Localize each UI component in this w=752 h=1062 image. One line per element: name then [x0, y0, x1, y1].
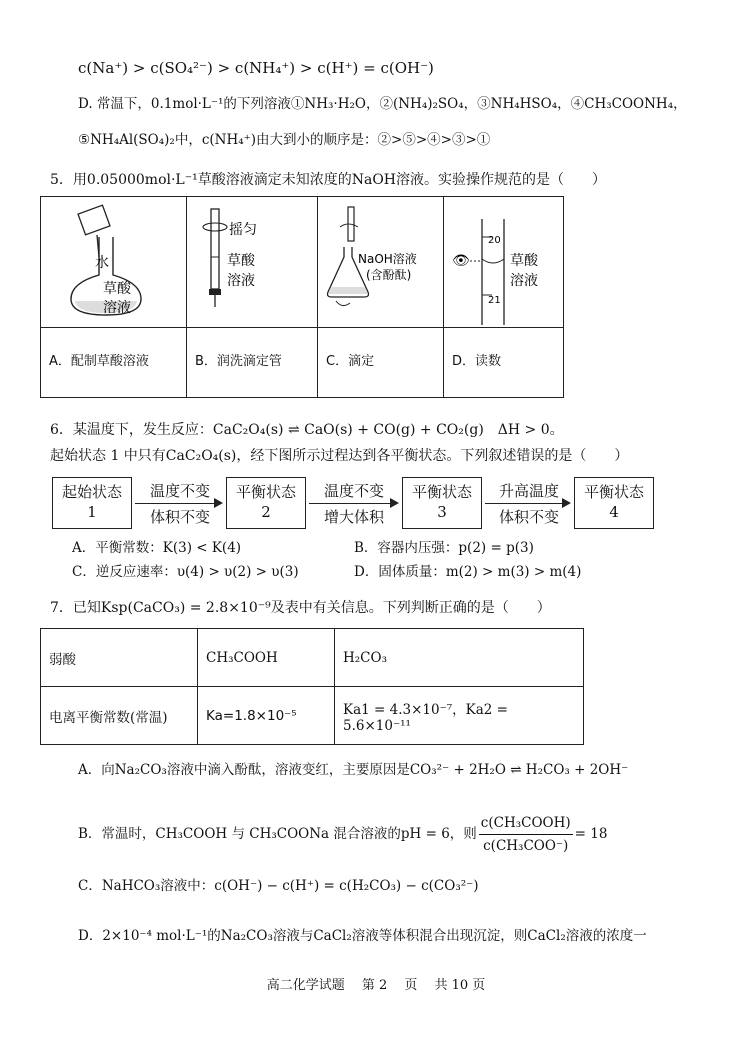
- volumetric-flask-diagram: [41, 197, 186, 327]
- state-box-3: 平衡状态 3: [402, 477, 482, 529]
- arrow-1: [135, 503, 221, 504]
- fig-b-shake: 摇匀: [229, 222, 257, 238]
- state-box-4: 平衡状态 4: [574, 477, 654, 529]
- fig-d-tick21: 21: [488, 295, 501, 306]
- q7-option-a: A．向Na₂CO₃溶液中滴入酚酞，溶液变红，主要原因是CO₃²⁻ + 2H₂O ⇌ H₂CO₃ + 2OH⁻: [78, 762, 629, 778]
- fig-b-label1: 草酸: [227, 253, 255, 269]
- table-header-carbonic: H₂CO₃: [335, 629, 584, 687]
- acid-constants-table: [40, 628, 584, 745]
- option-d-line2: ⑤NH₄Al(SO₄)₂中，c(NH₄⁺)由大到小的顺序是：②>⑤>④>③>①: [78, 132, 491, 148]
- concentration-ratio-fraction: $\frac{\text{c(CH₃COOH)}}{\text{c(CH₃COO⁻)}}$: [479, 812, 573, 857]
- fig-c-label2: (含酚酞): [366, 268, 412, 282]
- arrow-2: [309, 503, 397, 504]
- fig-b-label2: 溶液: [227, 273, 255, 289]
- q5-option-c: C．滴定: [326, 354, 375, 369]
- q6-option-a: A．平衡常数：K(3) < K(4): [72, 540, 242, 556]
- fig-a-label1: 草酸: [103, 281, 131, 297]
- table-header-acetic: CH₃COOH: [198, 629, 335, 687]
- arrow1-bottom-label: 体积不变: [149, 508, 210, 526]
- arrow3-bottom-label: 体积不变: [498, 508, 559, 526]
- fig-d-label2: 溶液: [510, 273, 538, 289]
- q6-stem-line2: 起始状态 1 中只有CaC₂O₄(s)，经下图所示过程达到各平衡状态。下列叙述错误的是（ ）: [50, 448, 629, 464]
- arrow2-top-label: 温度不变: [323, 482, 384, 500]
- q6-option-d: D．固体质量：m(2) > m(3) > m(4): [354, 564, 582, 580]
- q5-figure-table: [40, 196, 564, 398]
- table-row-label: 电离平衡常数(常温): [41, 687, 198, 745]
- q7-option-c: C．NaHCO₃溶液中：c(OH⁻) − c(H⁺) = c(H₂CO₃) − c(CO₃²⁻): [78, 878, 479, 894]
- q7-option-b-value: = 18: [574, 826, 608, 842]
- q6-option-b: B．容器内压强：p(2) = p(3): [354, 540, 534, 556]
- titration-flask-diagram: [318, 197, 443, 327]
- q5-stem: 5．用0.05000mol·L⁻¹草酸溶液滴定未知浓度的NaOH溶液。实验操作规范的是（ ）: [50, 172, 607, 188]
- state-box-2: 平衡状态 2: [226, 477, 306, 529]
- ion-concentration-inequality: c(Na⁺) > c(SO₄²⁻) > c(NH₄⁺) > c(H⁺) = c(OH⁻): [78, 59, 434, 77]
- table-cell-ka1-ka2: Ka1 = 4.3×10⁻⁷，Ka2 = 5.6×10⁻¹¹: [335, 687, 584, 745]
- fig-d-tick20: 20: [488, 235, 501, 246]
- burette-rinse-diagram: [187, 197, 317, 327]
- table-cell-ka: Ka=1.8×10⁻⁵: [198, 687, 335, 745]
- arrow2-bottom-label: 增大体积: [323, 508, 384, 526]
- burette-reading-diagram: [444, 197, 565, 327]
- q5-option-b: B．润洗滴定管: [195, 354, 282, 369]
- q7-option-b-text: B．常温时，CH₃COOH 与 CH₃COONa 混合溶液的pH = 6，则: [78, 826, 477, 842]
- q6-option-c: C．逆反应速率：υ(4) > υ(2) > υ(3): [72, 564, 299, 580]
- fig-c-label1: NaOH溶液: [358, 252, 417, 266]
- q7-option-d: D．2×10⁻⁴ mol·L⁻¹的Na₂CO₃溶液与CaCl₂溶液等体积混合出现沉淀，则CaCl₂溶液的浓度一: [78, 928, 647, 944]
- svg-text:👁: 👁: [452, 253, 470, 269]
- page-footer: 高二化学试题 第 2 页 共 10 页: [266, 978, 486, 993]
- option-d-line1: D. 常温下，0.1mol·L⁻¹的下列溶液①NH₃·H₂O，②(NH₄)₂SO₄，③NH₄HSO₄，④CH₃COONH₄，: [78, 96, 687, 112]
- arrow-3: [485, 503, 569, 504]
- state-box-1: 起始状态 1: [52, 477, 132, 529]
- table-header-acid: 弱酸: [41, 629, 198, 687]
- q7-option-b: [78, 812, 607, 857]
- fig-d-label1: 草酸: [510, 253, 538, 269]
- fig-a-label2: 溶液: [103, 300, 131, 316]
- q5-option-a: A．配制草酸溶液: [49, 354, 149, 369]
- q6-stem-line1: 6．某温度下，发生反应：CaC₂O₄(s) ⇌ CaO(s) + CO(g) + CO₂(g) ΔH > 0。: [50, 422, 564, 438]
- arrow3-top-label: 升高温度: [498, 482, 559, 500]
- q5-option-d: D．读数: [452, 354, 502, 369]
- fig-a-water: 水: [95, 255, 109, 271]
- q7-stem: 7．已知Ksp(CaCO₃) = 2.8×10⁻⁹及表中有关信息。下列判断正确的是（ ）: [50, 600, 551, 616]
- arrow1-top-label: 温度不变: [149, 482, 210, 500]
